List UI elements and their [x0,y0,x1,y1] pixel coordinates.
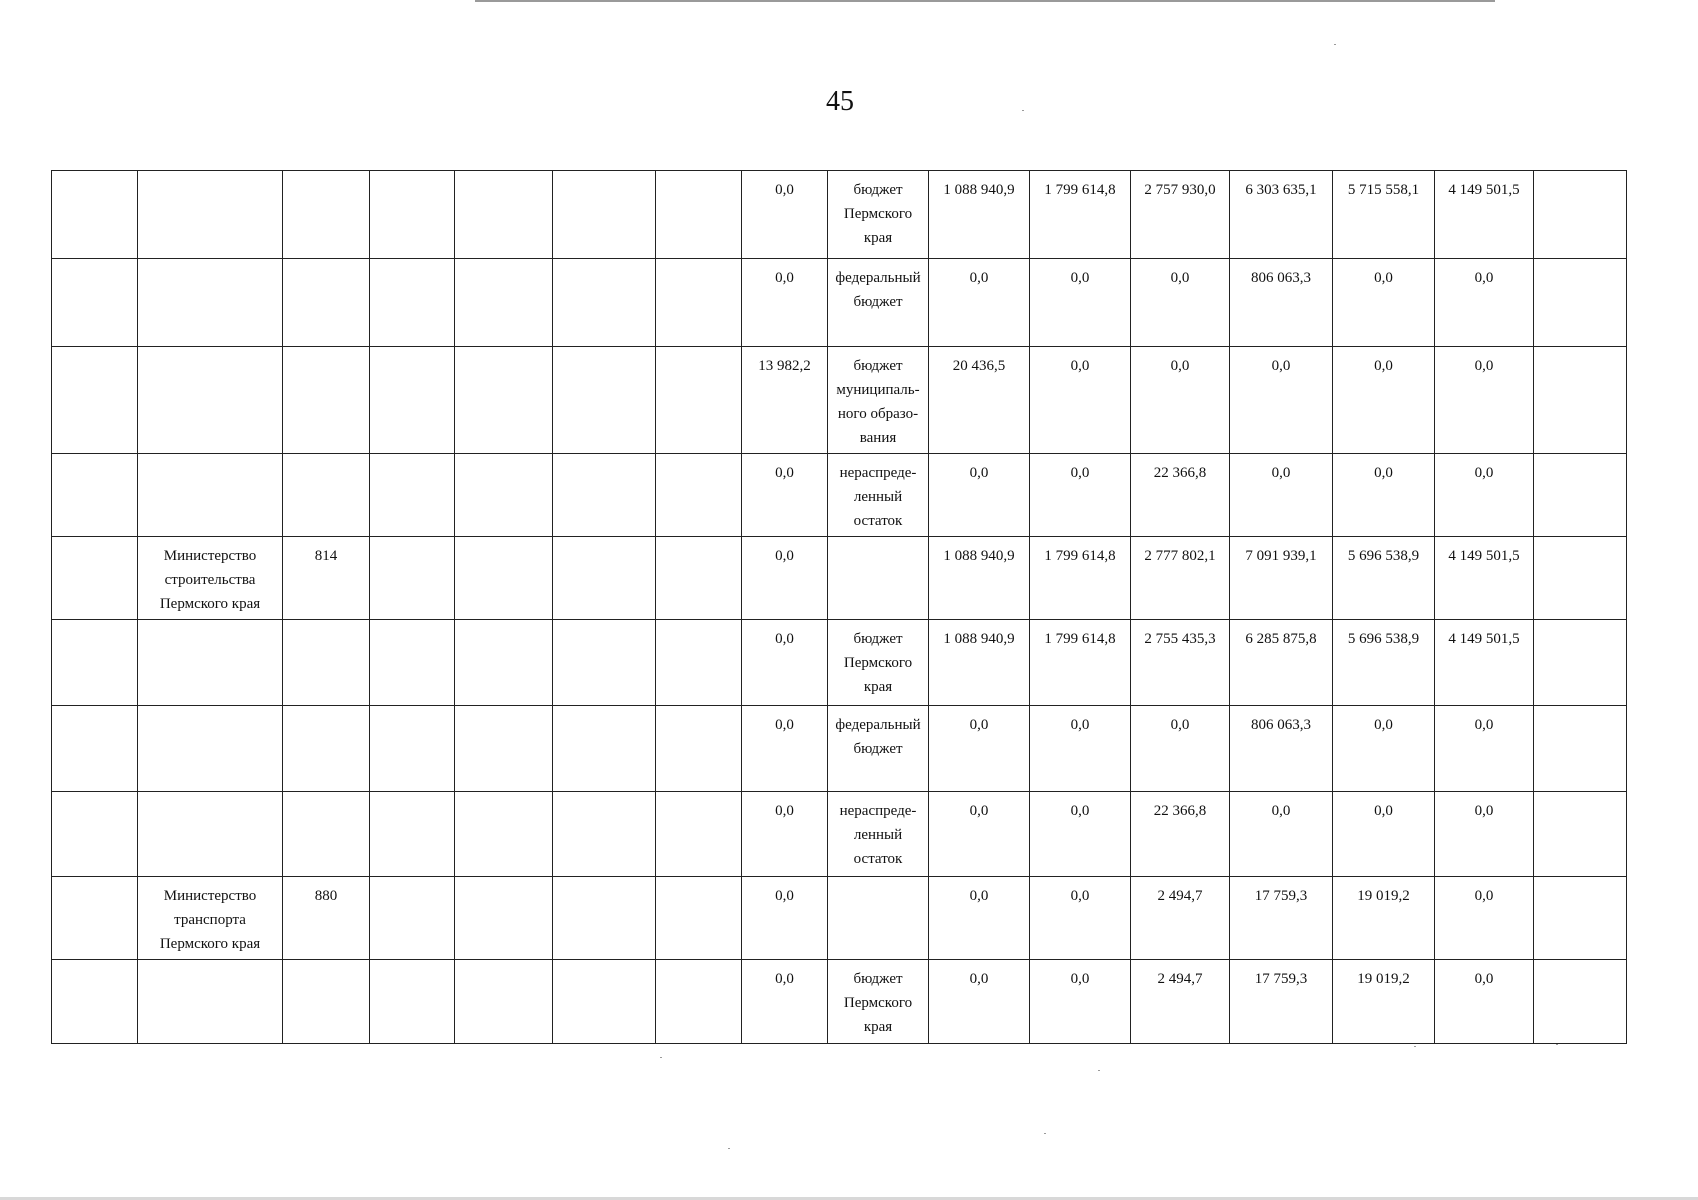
table-cell: 806 063,3 [1230,259,1333,347]
table-cell: 4 149 501,5 [1435,171,1534,259]
table-cell: 0,0 [1333,454,1435,537]
department-code-cell: 814 [283,537,370,620]
ministry-name-cell: Министерство транспорта Пермского края [138,877,283,960]
funding-source-cell: бюджет Пермского края [828,171,929,259]
table-cell [1534,171,1627,259]
table-cell [1534,792,1627,877]
table-cell: 5 696 538,9 [1333,620,1435,706]
table-cell: 0,0 [1435,259,1534,347]
table-cell [283,792,370,877]
table-cell [455,259,553,347]
table-cell [370,960,455,1044]
table-cell [455,537,553,620]
table-cell [370,706,455,792]
table-cell: 5 715 558,1 [1333,171,1435,259]
table-cell: 0,0 [1333,792,1435,877]
table-cell: 0,0 [1435,877,1534,960]
table-cell [553,454,656,537]
table-row [52,960,1627,1044]
table-cell [1534,259,1627,347]
scan-top-edge-line [475,0,1495,2]
table-cell [370,347,455,454]
table-cell [370,454,455,537]
table-cell: 22 366,8 [1131,454,1230,537]
table-cell: 0,0 [1230,347,1333,454]
table-cell: 20 436,5 [929,347,1030,454]
table-cell [370,877,455,960]
table-row [52,620,1627,706]
table-cell [370,259,455,347]
table-cell: 0,0 [1030,454,1131,537]
table-cell: 806 063,3 [1230,706,1333,792]
table-cell [52,620,138,706]
table-cell [138,259,283,347]
table-cell [553,347,656,454]
table-cell [656,877,742,960]
table-cell [138,620,283,706]
table-cell [553,171,656,259]
table-cell: 0,0 [1230,454,1333,537]
table-cell [283,620,370,706]
table-cell [370,620,455,706]
table-cell: 0,0 [1230,792,1333,877]
table-cell [52,171,138,259]
scan-speck [728,1148,730,1149]
table-cell [370,792,455,877]
table-cell [553,877,656,960]
table-cell [138,960,283,1044]
table-cell: 1 799 614,8 [1030,537,1131,620]
table-row [52,171,1627,259]
table-cell [138,706,283,792]
table-cell: 4 149 501,5 [1435,537,1534,620]
table-cell: 1 088 940,9 [929,537,1030,620]
table-cell: 1 799 614,8 [1030,620,1131,706]
table-cell [553,620,656,706]
table-cell: 0,0 [929,259,1030,347]
table-cell [455,792,553,877]
table-cell: 6 285 875,8 [1230,620,1333,706]
table-cell [1534,347,1627,454]
table-cell: 0,0 [742,877,828,960]
table-cell [52,706,138,792]
table-cell: 2 755 435,3 [1131,620,1230,706]
table-cell [52,960,138,1044]
table-cell [370,537,455,620]
funding-source-cell: нераспреде-ленный остаток [828,454,929,537]
table-cell [455,706,553,792]
funding-source-cell: федеральный бюджет [828,259,929,347]
table-row [52,706,1627,792]
table-cell: 0,0 [742,537,828,620]
table-cell [283,171,370,259]
table-cell: 17 759,3 [1230,960,1333,1044]
funding-source-cell: нераспреде-ленный остаток [828,792,929,877]
table-cell: 0,0 [1030,347,1131,454]
table-cell: 2 494,7 [1131,960,1230,1044]
table-cell [656,259,742,347]
table-cell: 1 799 614,8 [1030,171,1131,259]
table-cell [455,877,553,960]
table-cell: 13 982,2 [742,347,828,454]
table-cell [283,960,370,1044]
scan-speck [1098,1070,1100,1071]
table-cell: 2 494,7 [1131,877,1230,960]
table-cell: 0,0 [1030,792,1131,877]
table-cell: 2 757 930,0 [1131,171,1230,259]
table-cell [553,537,656,620]
table-cell [52,877,138,960]
table-cell: 0,0 [1030,877,1131,960]
table-row [52,259,1627,347]
table-cell [1534,620,1627,706]
table-cell: 19 019,2 [1333,960,1435,1044]
table-cell: 0,0 [1435,960,1534,1044]
page-number: 45 [826,86,854,117]
table-cell: 4 149 501,5 [1435,620,1534,706]
table-cell [370,171,455,259]
funding-source-cell [828,537,929,620]
department-code-cell: 880 [283,877,370,960]
table-cell [455,620,553,706]
table-cell: 0,0 [929,792,1030,877]
table-cell [656,454,742,537]
table-cell: 19 019,2 [1333,877,1435,960]
table-cell [553,706,656,792]
table-cell [1534,454,1627,537]
table-cell [138,792,283,877]
table-cell: 0,0 [929,454,1030,537]
funding-source-cell: федеральный бюджет [828,706,929,792]
table-cell: 0,0 [742,620,828,706]
table-cell [138,171,283,259]
table-cell: 0,0 [1435,454,1534,537]
table-cell: 0,0 [929,877,1030,960]
table-cell: 2 777 802,1 [1131,537,1230,620]
table-row [52,347,1627,454]
table-cell: 1 088 940,9 [929,171,1030,259]
table-cell [455,960,553,1044]
table-cell [283,454,370,537]
table-cell: 0,0 [929,706,1030,792]
table-cell: 0,0 [742,454,828,537]
table-cell: 0,0 [742,706,828,792]
table-cell [1534,877,1627,960]
table-cell [1534,960,1627,1044]
table-cell [52,454,138,537]
funding-source-cell: бюджет муниципаль-ного образо-вания [828,347,929,454]
table-cell [656,620,742,706]
scan-speck [1556,1044,1558,1045]
table-cell [656,706,742,792]
scan-speck [1044,1133,1046,1134]
table-cell: 0,0 [1030,259,1131,347]
table-cell: 0,0 [929,960,1030,1044]
ministry-name-cell: Министерство строительства Пермского края [138,537,283,620]
table-cell: 0,0 [742,171,828,259]
table-cell [283,347,370,454]
table-row [52,877,1627,960]
table-cell [553,960,656,1044]
table-cell: 0,0 [742,259,828,347]
table-cell: 22 366,8 [1131,792,1230,877]
table-cell: 0,0 [1333,259,1435,347]
table-cell [283,706,370,792]
table-cell: 5 696 538,9 [1333,537,1435,620]
table-row [52,792,1627,877]
table-cell [656,792,742,877]
scan-speck [1414,1046,1416,1047]
table-cell: 0,0 [1435,347,1534,454]
funding-source-cell [828,877,929,960]
table-row [52,454,1627,537]
table-cell: 1 088 940,9 [929,620,1030,706]
table-cell: 0,0 [1030,706,1131,792]
table-cell [52,537,138,620]
table-row [52,537,1627,620]
table-cell [52,259,138,347]
scan-speck [1022,110,1024,111]
table-cell: 0,0 [1435,792,1534,877]
table-cell: 0,0 [1030,960,1131,1044]
funding-source-cell: бюджет Пермского края [828,960,929,1044]
table-cell: 0,0 [742,792,828,877]
table-cell [1534,537,1627,620]
table-cell [656,960,742,1044]
table-cell [52,792,138,877]
table-cell [656,537,742,620]
table-cell [138,454,283,537]
table-cell [1534,706,1627,792]
scan-speck [660,1057,662,1058]
table-cell: 6 303 635,1 [1230,171,1333,259]
scan-speck [1334,44,1336,45]
table-cell [138,347,283,454]
table-cell [656,171,742,259]
table-cell: 0,0 [1333,347,1435,454]
table-cell: 0,0 [1131,347,1230,454]
table-cell: 0,0 [1333,706,1435,792]
table-cell: 0,0 [1435,706,1534,792]
table-cell: 0,0 [742,960,828,1044]
funding-source-cell: бюджет Пермского края [828,620,929,706]
table-cell [455,347,553,454]
table-cell [656,347,742,454]
table-cell [283,259,370,347]
table-cell: 0,0 [1131,259,1230,347]
budget-table [51,170,1627,1044]
table-cell [455,171,553,259]
table-cell [52,347,138,454]
table-cell: 7 091 939,1 [1230,537,1333,620]
table-cell [553,259,656,347]
table-cell [455,454,553,537]
table-cell [553,792,656,877]
table-cell: 17 759,3 [1230,877,1333,960]
table-cell: 0,0 [1131,706,1230,792]
